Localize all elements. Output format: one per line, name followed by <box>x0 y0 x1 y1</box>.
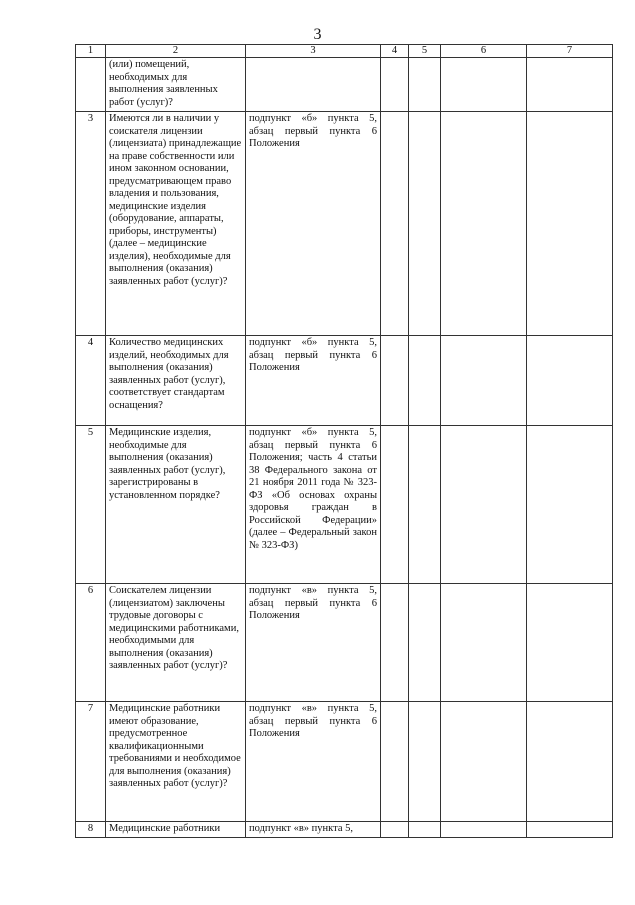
row-question: Количество медицинских изделий, необходимых для выполнения (оказания) заявленных работ (услуг), соответствует стандартам оснащения? <box>106 336 246 426</box>
column-header-7: 7 <box>527 45 613 58</box>
table-row <box>76 58 613 112</box>
row-question: Медицинские работники <box>106 822 246 838</box>
column-header-5: 5 <box>409 45 441 58</box>
table-row <box>76 584 613 702</box>
row-question: Медицинские работники имеют образование, предусмотренное квалификационными требованиями и необходимое для выполнения (оказания) заявленных работ (услуг)? <box>106 702 246 822</box>
table-row <box>76 336 613 426</box>
row-cell-5 <box>409 584 441 702</box>
row-cell-5 <box>409 426 441 584</box>
column-header-1: 1 <box>76 45 106 58</box>
row-cell-6 <box>441 58 527 112</box>
row-cell-7 <box>527 58 613 112</box>
row-number: 5 <box>76 426 106 584</box>
checklist-table <box>75 44 613 838</box>
row-legal-basis <box>246 58 381 112</box>
row-cell-4 <box>381 58 409 112</box>
table-row <box>76 822 613 838</box>
row-cell-4 <box>381 426 409 584</box>
row-legal-basis: подпункт «б» пункта 5, абзац первый пункта 6 Положения; часть 4 статьи 38 Федерального закона от 21 ноября 2011 года № 323-ФЗ «Об основах охраны здоровья граждан в Российской Федерации» (далее – Федеральный закон № 323-ФЗ) <box>246 426 381 584</box>
column-header-4: 4 <box>381 45 409 58</box>
row-legal-basis: подпункт «б» пункта 5, абзац первый пункта 6 Положения <box>246 336 381 426</box>
row-cell-5 <box>409 58 441 112</box>
row-cell-4 <box>381 822 409 838</box>
row-cell-6 <box>441 336 527 426</box>
row-number <box>76 58 106 112</box>
table-row <box>76 426 613 584</box>
row-legal-basis: подпункт «б» пункта 5, абзац первый пункта 6 Положения <box>246 112 381 336</box>
row-legal-basis: подпункт «в» пункта 5, <box>246 822 381 838</box>
row-legal-basis: подпункт «в» пункта 5, абзац первый пункта 6 Положения <box>246 584 381 702</box>
row-cell-6 <box>441 426 527 584</box>
row-number: 4 <box>76 336 106 426</box>
row-cell-7 <box>527 822 613 838</box>
row-cell-6 <box>441 702 527 822</box>
row-cell-4 <box>381 702 409 822</box>
row-cell-7 <box>527 584 613 702</box>
row-cell-7 <box>527 112 613 336</box>
row-cell-6 <box>441 584 527 702</box>
row-question: (или) помещений, необходимых для выполнения заявленных работ (услуг)? <box>106 58 246 112</box>
row-cell-5 <box>409 702 441 822</box>
table-row <box>76 702 613 822</box>
row-cell-5 <box>409 822 441 838</box>
row-cell-7 <box>527 426 613 584</box>
row-number: 7 <box>76 702 106 822</box>
row-cell-7 <box>527 702 613 822</box>
row-cell-6 <box>441 112 527 336</box>
row-number: 8 <box>76 822 106 838</box>
row-legal-basis: подпункт «в» пункта 5, абзац первый пункта 6 Положения <box>246 702 381 822</box>
row-question: Соискателем лицензии (лицензиатом) заключены трудовые договоры с медицинскими работниками, необходимыми для выполнения (оказания) заявленных работ (услуг)? <box>106 584 246 702</box>
row-cell-5 <box>409 336 441 426</box>
page-number: 3 <box>313 26 322 43</box>
row-cell-7 <box>527 336 613 426</box>
column-header-6: 6 <box>441 45 527 58</box>
row-cell-4 <box>381 112 409 336</box>
row-number: 3 <box>76 112 106 336</box>
row-question: Медицинские изделия, необходимые для выполнения (оказания) заявленных работ (услуг), зарегистрированы в установленном порядке? <box>106 426 246 584</box>
row-cell-4 <box>381 584 409 702</box>
row-question: Имеются ли в наличии у соискателя лицензии (лицензиата) принадлежащие на праве собственности или ином законном основании, предусматривающем право владения и пользования, медицинские изделия (оборудование, аппараты, приборы, инструменты) (далее – медицинские изделия), необходимые для выполнения (оказания) заявленных работ (услуг)? <box>106 112 246 336</box>
row-cell-5 <box>409 112 441 336</box>
row-cell-4 <box>381 336 409 426</box>
row-number: 6 <box>76 584 106 702</box>
table-row <box>76 112 613 336</box>
header-row <box>76 45 613 58</box>
row-cell-6 <box>441 822 527 838</box>
column-header-2: 2 <box>106 45 246 58</box>
column-header-3: 3 <box>246 45 381 58</box>
